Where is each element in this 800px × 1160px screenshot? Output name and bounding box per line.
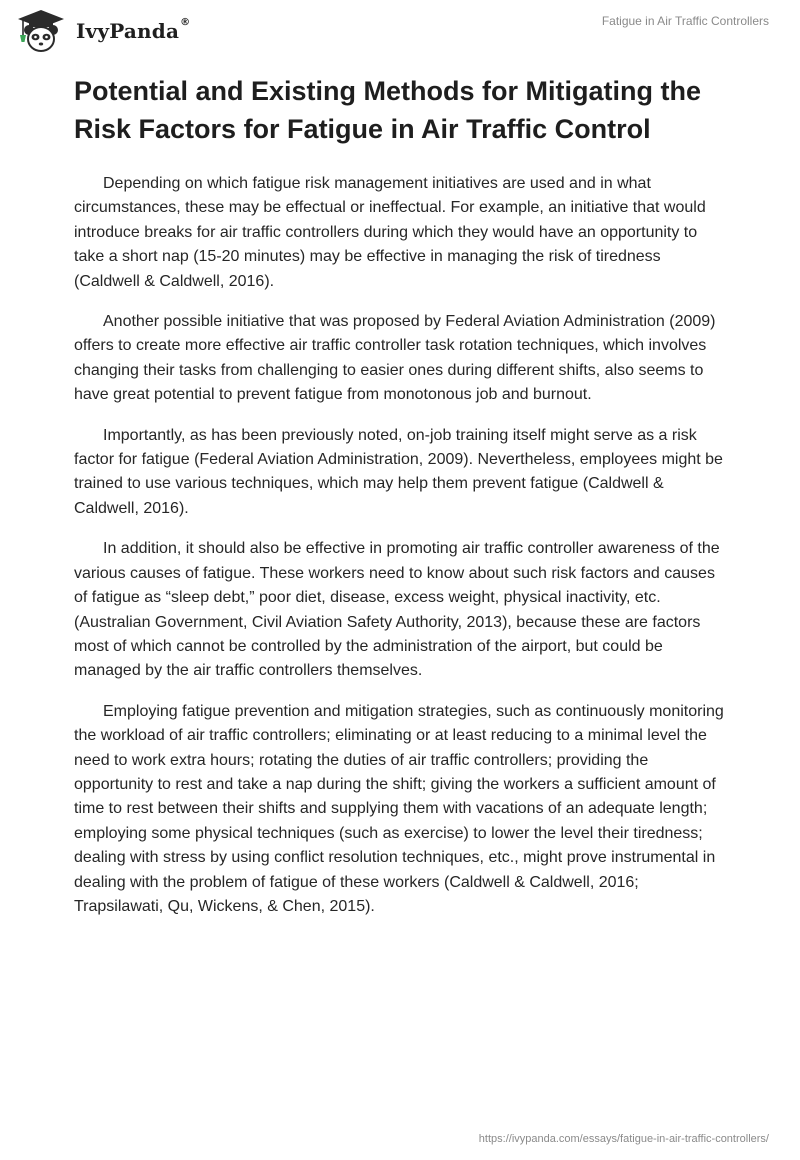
panda-graduation-cap-icon <box>14 8 68 54</box>
article-paragraph-4: In addition, it should also be effective in promoting air traffic controller awareness of the various causes of fatigue. These workers need to know about such risk factors and causes of fatigue as “sleep debt,” poor diet, disease, excess weight, physical inactivity, etc. (Australian Government, Civil Aviation Safety Authority, 2013), because these are factors most of which cannot be controlled by the administration of the airport, but could be managed by the air traffic controllers themselves. <box>74 540 720 680</box>
page-header <box>0 0 800 64</box>
article-paragraph-3: Importantly, as has been previously noted, on-job training itself might serve as a risk factor for fatigue (Federal Aviation Administration, 2009). Nevertheless, employees might be trained to use various techniques, which may help them prevent fatigue (Caldwell & Caldwell, 2016). <box>74 426 723 517</box>
article-paragraph-2: Another possible initiative that was proposed by Federal Aviation Administration (2009) offers to create more effective air traffic controller task rotation techniques, which involves changing their tasks from challenging to easier ones during different shifts, also seems to have great potential to prevent fatigue from monotonous job and burnout. <box>74 313 716 404</box>
footer-url-link[interactable]: https://ivypanda.com/essays/fatigue-in-air-traffic-controllers/ <box>478 1133 769 1145</box>
article-paragraph-1: Depending on which fatigue risk management initiatives are used and in what circumstances, these may be effectual or ineffectual. For example, an initiative that would introduce breaks for air traffic controllers during which they would have an opportunity to take a short nap (15-20 minutes) may be effective in managing the risk of tiredness (Caldwell & Caldwell, 2016). <box>74 175 706 290</box>
running-title: Fatigue in Air Traffic Controllers <box>601 14 769 28</box>
article-paragraph-5: Employing fatigue prevention and mitigation strategies, such as continuously monitoring the workload of air traffic controllers; eliminating or at least reducing to a minimal level the need to work extra hours; rotating the duties of air traffic controllers; providing the opportunity to rest and take a nap during the shift; giving the workers a sufficient amount of time to rest between their shifts and supplying them with vacations of an adequate length; employing some physical techniques (such as exercise) to lower the level their tiredness; dealing with stress by using conflict resolution techniques, etc., might prove instrumental in dealing with the problem of fatigue of these workers (Caldwell & Caldwell, 2016; Trapsilawati, Qu, Wickens, & Chen, 2015). <box>74 702 724 915</box>
brand-name <box>76 19 190 43</box>
article-content <box>74 72 728 935</box>
ivypanda-logo[interactable] <box>14 8 190 54</box>
brand-name-text: IvyPanda <box>76 19 180 43</box>
article-title: Potential and Existing Methods for Mitigating the Risk Factors for Fatigue in Air Traffic Control <box>74 76 701 144</box>
registered-mark: ® <box>180 17 191 28</box>
